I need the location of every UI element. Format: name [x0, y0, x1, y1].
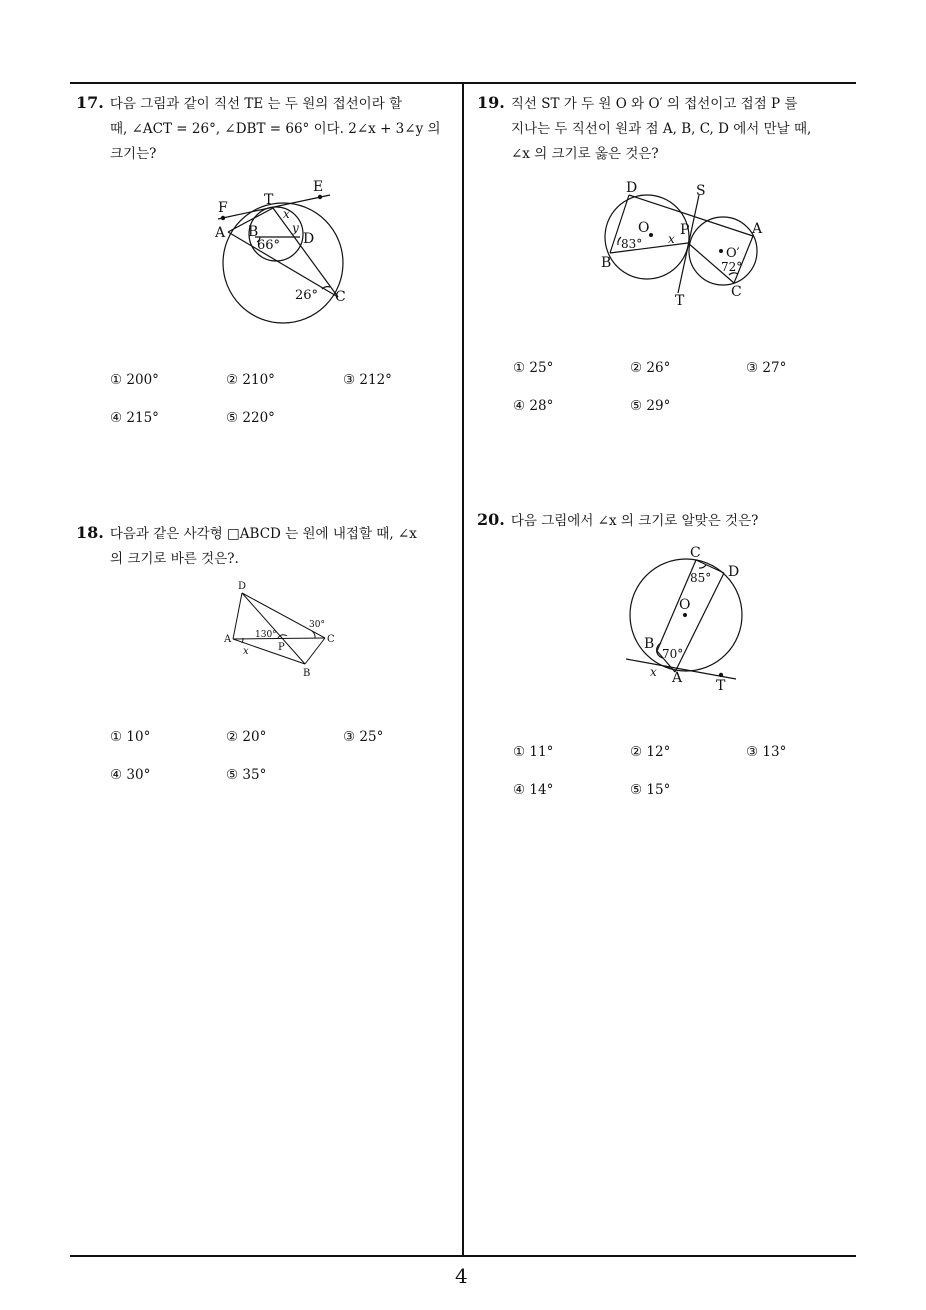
tangent-line-te — [218, 195, 330, 219]
label-d: D — [303, 231, 315, 247]
center-o — [683, 613, 687, 617]
point-f — [221, 216, 225, 220]
figure-q19 — [596, 175, 776, 315]
question-text-line2: 의 크기로 바른 것은?. — [110, 551, 239, 567]
choice-4[interactable]: ④ 215° — [110, 410, 159, 426]
label-o: O — [679, 597, 691, 613]
choice-1[interactable]: ① 200° — [110, 372, 159, 388]
label-d: D — [238, 581, 247, 592]
label-c: C — [690, 545, 701, 561]
question-number: 19. — [477, 93, 505, 112]
question-text-line2: 때, ∠ACT = 26°, ∠DBT = 66° 이다. 2∠x + 3∠y 의 — [110, 121, 441, 137]
choice-2[interactable]: ② 26° — [630, 360, 671, 376]
label-b: B — [303, 668, 311, 679]
label-s: S — [696, 183, 706, 199]
label-a: A — [224, 634, 232, 645]
choice-5[interactable]: ⑤ 15° — [630, 782, 671, 798]
label-x: x — [668, 232, 675, 246]
choice-3[interactable]: ③ 212° — [343, 372, 392, 388]
bottom-rule — [70, 1255, 856, 1257]
label-x: x — [650, 665, 657, 679]
figure-q20 — [620, 540, 750, 695]
angle-arc-26 — [322, 287, 330, 289]
center-o-prime — [719, 249, 723, 253]
page-number: 4 — [455, 1264, 468, 1288]
label-t: T — [675, 293, 685, 309]
question-20 — [477, 507, 758, 534]
label-b: B — [601, 255, 612, 271]
question-text-line1: 다음과 같은 사각형 □ABCD 는 원에 내접할 때, ∠x — [109, 526, 417, 542]
point-t — [719, 673, 723, 677]
center-o — [649, 233, 653, 237]
side-da — [233, 593, 242, 639]
choice-2[interactable]: ② 12° — [630, 744, 671, 760]
figure-q17 — [200, 175, 370, 335]
label-c: C — [731, 284, 742, 300]
label-c: C — [335, 289, 346, 305]
question-number: 18. — [76, 523, 104, 542]
label-x: x — [243, 646, 249, 657]
figure-q18 — [218, 578, 348, 680]
question-text-line3: ∠x 의 크기로 옳은 것은? — [511, 146, 659, 162]
question-text-line1: 직선 ST 가 두 원 O 와 O′ 의 접선이고 접점 P 를 — [510, 96, 798, 112]
diagonal-ac — [233, 638, 325, 639]
choice-2[interactable]: ② 20° — [226, 729, 267, 745]
label-angle-85: 85° — [690, 571, 712, 585]
label-d: D — [626, 180, 638, 196]
segment-tc — [273, 208, 338, 297]
label-angle-72: 72° — [721, 260, 743, 274]
side-bc — [305, 638, 325, 664]
label-y: y — [292, 221, 299, 235]
label-a: A — [215, 225, 226, 241]
choice-1[interactable]: ① 11° — [513, 744, 554, 760]
label-p: P — [278, 642, 285, 653]
column-divider — [462, 82, 464, 1256]
question-text-line1: 다음 그림에서 ∠x 의 크기로 알맞은 것은? — [510, 513, 759, 529]
choice-2[interactable]: ② 210° — [226, 372, 275, 388]
label-f: F — [218, 200, 228, 216]
label-angle-83: 83° — [621, 237, 643, 251]
point-e — [318, 195, 322, 199]
label-angle-70: 70° — [662, 647, 684, 661]
choice-4[interactable]: ④ 14° — [513, 782, 554, 798]
label-o: O — [638, 220, 650, 236]
question-19 — [477, 90, 811, 167]
label-b: B — [644, 636, 655, 652]
angle-arc-85 — [699, 565, 706, 568]
label-angle-130: 130° — [255, 630, 277, 640]
choice-3[interactable]: ③ 25° — [343, 729, 384, 745]
label-o-prime: O′ — [726, 246, 740, 261]
question-18 — [76, 520, 417, 572]
label-t: T — [716, 678, 726, 694]
question-17 — [76, 90, 441, 167]
label-p: P — [680, 222, 690, 238]
label-b: B — [248, 224, 259, 240]
question-text-line2: 지나는 두 직선이 원과 점 A, B, C, D 에서 만날 때, — [511, 121, 812, 137]
label-a: A — [672, 670, 683, 686]
label-angle-26: 26° — [295, 288, 319, 303]
question-text-line1: 다음 그림과 같이 직선 TE 는 두 원의 접선이라 할 — [109, 96, 403, 112]
label-angle-30: 30° — [309, 620, 325, 630]
choice-1[interactable]: ① 25° — [513, 360, 554, 376]
circle-o — [605, 195, 689, 279]
label-e: E — [313, 179, 324, 195]
choice-1[interactable]: ① 10° — [110, 729, 151, 745]
choice-5[interactable]: ⑤ 220° — [226, 410, 275, 426]
label-angle-66: 66° — [257, 238, 281, 253]
choice-5[interactable]: ⑤ 35° — [226, 767, 267, 783]
label-d: D — [728, 564, 740, 580]
label-c: C — [327, 634, 335, 645]
label-a: A — [752, 221, 763, 237]
label-t: T — [264, 192, 274, 208]
segment-ac — [228, 232, 338, 297]
choice-5[interactable]: ⑤ 29° — [630, 398, 671, 414]
choice-3[interactable]: ③ 27° — [746, 360, 787, 376]
question-number: 17. — [76, 93, 104, 112]
question-text-line3: 크기는? — [110, 146, 157, 162]
choice-4[interactable]: ④ 30° — [110, 767, 151, 783]
label-x: x — [283, 207, 290, 221]
choice-4[interactable]: ④ 28° — [513, 398, 554, 414]
choice-3[interactable]: ③ 13° — [746, 744, 787, 760]
question-number: 20. — [477, 510, 505, 529]
